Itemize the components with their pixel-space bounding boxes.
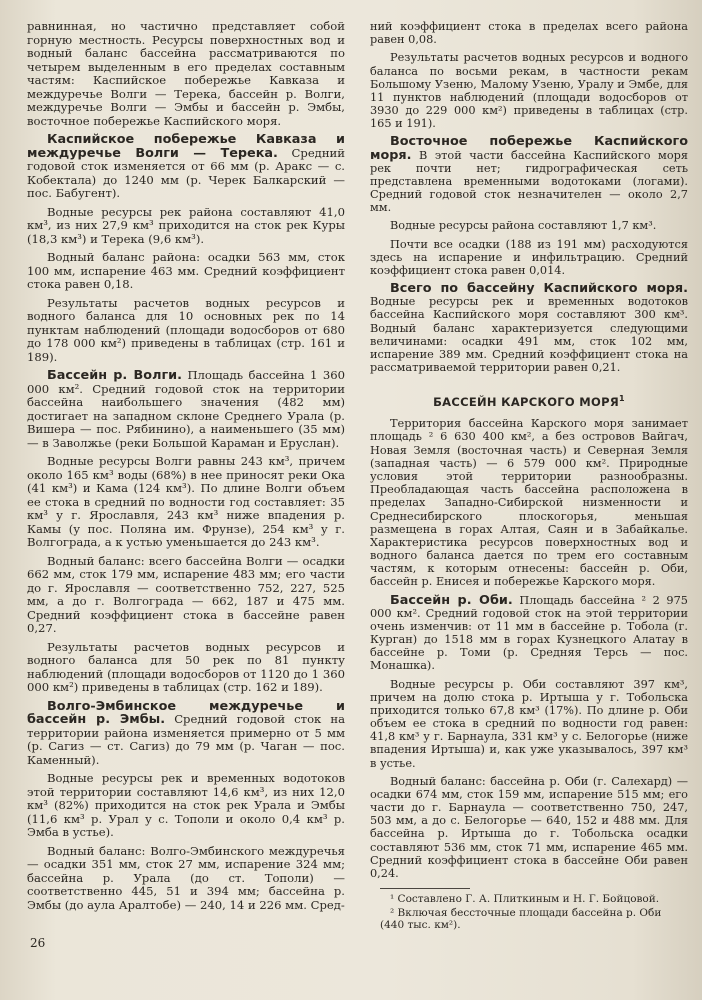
section-heading: Каспийское побережье Кавказа и междуречье Волги — Терека. (27, 132, 345, 161)
paragraph: Водные ресурсы р. Оби составляют 397 км³, причем на долю стока р. Иртыша у г. Тобольска приходится только 67,8 км³ (17%). По длине р. Оби объем ее стока в средний по водности год равен: 41,8 км³ у г. Барнаула, 331 км³ у с. Белогорье (ниже впадения Иртыша) и, как уже указывалось, 397 км³ в устье. (370, 677, 688, 770)
section-text: В этой части бассейна Каспийского моря рек почти нет; гидрографическая сеть представлена временными водотоками (логами). Средний годовой сток незначителен — около 2,7 мм. (370, 148, 688, 215)
section-paragraph (370, 135, 688, 214)
paragraph: Водный баланс: всего бассейна Волги — осадки 662 мм, сток 179 мм, испарение 483 мм; его части до г. Ярославля — соответственно 752, 227, 525 мм, а до г. Волгограда — 662, 187 и 475 мм. Средний коэффициент стока в бассейне равен 0,27. (27, 553, 345, 635)
paragraph: Водный баланс района: осадки 563 мм, сток 100 мм, испарение 463 мм. Средний коэффициент стока равен 0,18. (27, 250, 345, 291)
paragraph: Водный баланс: Волго-Эмбинского междуречья — осадки 351 мм, сток 27 мм, испарение 324 мм; бассейна р. Урала (до ст. Тополи) — соответственно 445, 51 и 394 мм; бассейна р. Эмбы (до аула Аралтобе) — 240, 14 и 226 мм. Сред- (27, 843, 345, 912)
section-paragraph (27, 700, 345, 768)
section-text: Средний годовой сток на территории района изменяется примерно от 5 мм (р. Сагиз — ст. Сагиз) до 79 мм (р. Чаган — пос. Каменный). (27, 712, 345, 767)
left-column (27, 20, 345, 917)
section-heading: Всего по бассейну Каспийского моря. (390, 281, 688, 297)
section-text: Площадь бассейна ² 2 975 000 км². Средний годовой сток на этой территории очень изменчив: от 11 мм в бассейне р. Тобола (г. Курган) до 1518 мм в горах Кузнецкого Алатау в бассейне р. Томи (р. Средняя Терсь — пос. Монашка). (370, 593, 688, 673)
section-text: Площадь бассейна 1 360 000 км². Средний годовой сток на территории бассейна наибольшего значения (482 мм) достигает на западном склоне Среднего Урала (р. Вишера — пос. Рябинино), а наименьшего (35 мм) — в Заволжье (реки Большой Караман и Еруслан). (27, 368, 346, 450)
section-heading: Бассейн р. Волги. (47, 368, 182, 383)
paragraph: Водные ресурсы рек района составляют 41,0 км³, из них 27,9 км³ приходится на сток рек Куры (18,3 км³) и Терека (9,6 км³). (27, 204, 345, 246)
section-heading: Восточное побережье Каспийского моря. (370, 134, 688, 163)
paragraph: Результаты расчетов водных ресурсов и водного баланса для 50 рек по 81 пункту наблюдений (площади водосборов от 1120 до 1 360 000 км²) приведены в таблицах (стр. 162 и 189). (27, 639, 345, 694)
paragraph: Водный баланс: бассейна р. Оби (г. Салехард) — осадки 674 мм, сток 159 мм, испарение 515 мм; его части до г. Барнаула — соответственно 750, 247, 503 мм, а до с. Белогорье — 640, 152 и 488 мм. Для бассейна р. Иртыша до г. Тобольска осадки составляют 536 мм, сток 71 мм, испарение 465 мм. Средний коэффициент стока в бассейне Оби равен 0,24. (370, 774, 688, 880)
section-paragraph (27, 133, 345, 201)
paragraph: равнинная, но частично представляет собой горную местность. Ресурсы поверхностных вод и водный баланс бассейна рассматриваются по четырем выделенным в его пределах составным частям: Каспийское побережье Кавказа и междуречье Волги — Терека, бассейн р. Волги, междуречье Волги — Эмбы и бассейн р. Эмбы, восточное побережье Каспийского моря. (27, 19, 345, 128)
footnote: ¹ Составлено Г. А. Плиткиным и Н. Г. Бойцовой. (390, 893, 660, 906)
chapter-title-text: БАССЕЙН КАРСКОГО МОРЯ (433, 395, 620, 410)
section-paragraph (370, 282, 688, 374)
paragraph: Водные ресурсы рек и временных водотоков этой территории составляют 14,6 км³, из них 12,0 км³ (82%) приходится на сток рек Урала и Эмбы (11,6 км³ р. Урал у с. Тополи и около 0,4 км³ р. Эмба в устье). (27, 771, 345, 839)
footnote: ² Включая бессточные площади бассейна р. Оби (440 тыс. км²). (380, 906, 662, 932)
paragraph: Территория бассейна Карского моря занимает площадь ² 6 630 400 км², а без островов Вайгач, Новая Земля (восточная часть) и Северная Земля (западная часть) — 6 579 000 км². Природные условия этой территории разнообразны. Преобладающая часть бассейна расположена в пределах Западно-Сибирской низменности и Среднесибирского плоскогорья, меньшая размещена в горах Алтая, Саян и в Забайкалье. Характеристика ресурсов поверхностных вод и водного баланса дается по трем его составным частям, к которым отнесены: бассейн р. Оби, бассейн р. Енисея и побережье Карского моря. (370, 417, 688, 589)
paragraph: Водные ресурсы района составляют 1,7 км³. (390, 219, 657, 233)
chapter-title (370, 392, 688, 409)
paragraph: Водные ресурсы Волги равны 243 км³, причем около 165 км³ воды (68%) в нее приносят реки Ока (41 км³) и Кама (124 км³). По длине Волги объем ее стока в средний по водности год составляет: 35 км³ у г. Ярославля, 243 км³ ниже впадения р. Камы (у пос. Поляна им. Фрунзе), 254 км³ у г. Волгограда, а к устью уменьшается до 243 км³. (27, 454, 345, 549)
section-text: Средний годовой сток изменяется от 66 мм (р. Аракс — с. Кобектала) до 1240 мм (р. Черек Балкарский — пос. Бабугент). (27, 145, 346, 200)
paragraph: ний коэффициент стока в пределах всего района равен 0,08. (370, 20, 688, 47)
paragraph: Результаты расчетов водных ресурсов и водного баланса для 10 основных рек по 14 пунктам наблюдений (площади водосборов от 680 до 178 000 км²) приведены в таблицах (стр. 161 и 189). (27, 295, 345, 364)
section-paragraph (370, 594, 688, 673)
section-heading: Волго-Эмбинское междуречье и бассейн р. Эмбы. (27, 698, 345, 727)
footnote-divider (380, 888, 470, 889)
right-column (370, 20, 688, 933)
footnote-mark: 1 (619, 394, 625, 404)
section-paragraph (27, 369, 345, 450)
section-text: Водные ресурсы рек и временных водотоков бассейна Каспийского моря составляют 300 км³. Водный баланс характеризуется следующими величинами: осадки 491 мм, сток 102 мм, испарение 389 мм. Средний коэффициент стока на рассматриваемой территории равен 0,21. (370, 295, 688, 375)
page-number: 26 (30, 936, 46, 950)
section-heading: Бассейн р. Оби. (390, 592, 513, 608)
paragraph: Результаты расчетов водных ресурсов и водного баланса по восьми рекам, в частности рекам Большому Узеню, Малому Узеню, Уралу и Эмбе, для 11 пунктов наблюдений (площади водосборов от 3930 до 229 000 км²) приведены в таблицах (стр. 165 и 191). (370, 51, 688, 131)
paragraph: Почти все осадки (188 из 191 мм) расходуются здесь на испарение и инфильтрацию. Средний коэффициент стока равен 0,014. (370, 237, 688, 277)
